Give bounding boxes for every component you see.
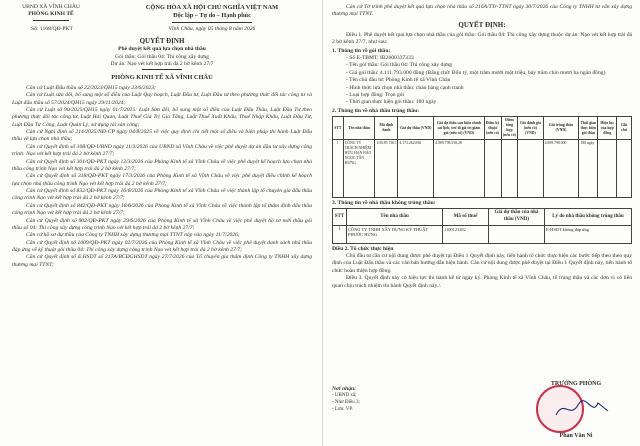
table-cell: [598, 140, 617, 198]
signature-block: [518, 383, 628, 443]
column-header: Lý do nhà thầu không trúng thầu: [545, 209, 632, 225]
recipients: [332, 386, 360, 413]
table-cell: CÔNG TY TNHH XÂY DỰNG KỸ THUẬT PHƯỚC HƯNG: [347, 225, 443, 243]
list-item: - Thời gian thực hiện gói thầu: 180 ngày: [346, 99, 437, 106]
column-header: Ghi chú: [617, 117, 632, 140]
table-cell: 4.173.262.836: [398, 140, 434, 198]
basis-paragraph: Căn cứ Quyết định số 842/QĐ-PKT ngày 18/6/2026 của Phòng Kinh tế xã Vĩnh Châu về việc thành lập tổ thẩm định đấu thầu công trình Nạo vét kết hợp trải đá 2 bờ kênh 27/7;: [12, 202, 312, 217]
signature-scribble: [552, 397, 612, 421]
column-header: Giá đánh giá (nếu có) (VND): [518, 117, 543, 140]
intro-paragraph: Căn cứ Tờ trình phê duyệt kết quả lựa chọn nhà thầu số 216A/TTr-TTNT ngày 30/7/2026 của Công ty TNHH tư vấn xây dựng thương mại TTNT.: [332, 4, 632, 18]
basis-paragraph: Căn cứ Luật sửa đổi, bổ sung một số điều của Luật Quy hoạch, Luật Đầu tư, Luật Đầu tư theo phương thức đối tác công tư và Luật đấu thầu số 57/2024/QH15 ngày 29/11/2024;: [12, 92, 312, 106]
column-header: Mã số thuế: [443, 209, 489, 225]
basis-paragraph: Căn cứ Quyết định số 832/QĐ-PKT ngày 16/6/2026 của Phòng Kinh tế xã Vĩnh Châu về việc thành lập tổ chuyên gia đấu thầu công trình Nạo vét kết hợp trải đá 2 bờ kênh 27/7;: [12, 188, 312, 202]
table-cell: [484, 140, 501, 198]
table-cell: 1: [333, 140, 344, 198]
table-cell: 1100123282: [443, 225, 489, 243]
column-header: STT: [333, 209, 347, 225]
table-cell: [501, 140, 518, 198]
basis-paragraph: Căn cứ Quyết định số E.HSDT số 217A/BCĐGHSDT ngày 27/7/2026 của Tổ chuyên gia thẩm định Công ty TNHH xây dựng thương mại TTNT;: [12, 254, 312, 268]
section-1-heading: 1. Thông tin về gói thầu:: [332, 47, 391, 54]
signer-name: Phan Văn Ni: [559, 433, 593, 439]
decision-title: QUYẾT ĐỊNH: [139, 37, 185, 46]
basis-paragraph: Căn cứ Luật Đấu thầu số 22/2023/QH15 ngày 23/6/2023;: [26, 84, 156, 91]
signer-title: TRƯỞNG PHÒNG: [550, 381, 602, 387]
table-row: [333, 140, 632, 198]
table-cell: 1: [333, 225, 347, 243]
table-cell: [489, 225, 545, 243]
basis-paragraph: Căn cứ Luật số 90/2025/QH15 ngày 01/7/2025: Luật Sửa đổi, bổ sung một số điều của Luật Đấu Thầu, Luật Đầu Tư theo phương thức đối tác công tư, Luật Hải Quan, Luật Thuế Giá Trị Gia Tăng, Luật Thuế Xuất Khẩu, Thuế Nhập Khẩu, Luật Đầu Tư, Luật Đầu Tư Công, Luật Quản Lý, sử dụng tài sản công;: [12, 106, 312, 128]
package-info-list: [332, 55, 632, 107]
list-item: - Tên chủ đầu tư: Phòng Kinh tế xã Vĩnh Châu: [346, 77, 451, 84]
nation-block: [112, 4, 312, 24]
column-header: Hiệu lực của hợp đồng: [598, 117, 617, 140]
recipient-item: - Lưu: VP.: [332, 406, 353, 412]
basis-paragraph: Căn cứ Quyết định số 301/QĐ-PKT ngày 12/3/2026 của Phòng Kinh tế xã Vĩnh Châu về việc phê duyệt kế hoạch lựa chọn nhà thầu công trình Nạo vét kết hợp trải đá 2 bờ kênh 27/7;: [12, 158, 312, 172]
recipients-title: Nơi nhận:: [332, 386, 356, 392]
basis-paragraph: Căn cứ Quyết định số 902/QĐ-PKT ngày 29/6/2026 của Phòng Kinh tế xã Vĩnh Châu về việc phê duyệt hồ sơ mời thầu gói thầu số 04: Thi công xây dựng công trình Nạo vét kết hợp trải đá 2 bờ kênh 27/7;: [12, 217, 312, 231]
authority: PHÒNG KINH TẾ XÃ VĨNH CHÂU: [111, 74, 213, 82]
winning-bidder-table: [332, 116, 632, 198]
column-header: Điểm tổng hợp (nếu có): [501, 117, 518, 140]
place-date: Vĩnh Châu, ngày 05 tháng 8 năm 2026: [168, 25, 256, 32]
basis-paragraph: Căn cứ Quyết định số 308/QĐ-UBND ngày 11/3/2026 của UBND xã Vĩnh Châu về việc phê duyệt dự án đầu tư xây dựng công trình: Nạo vét kết hợp trải đá 2 bờ kênh 27/7;: [12, 143, 312, 158]
doc-number: Số: 1168/QĐ-PKT: [31, 25, 73, 32]
basis-paragraph: Căn cứ Quyết định số 1009/QĐ-PKT ngày 02/7/2026 của Phòng Kinh tế xã Vĩnh Châu về việc phê duyệt danh sách nhà thầu đáp ứng về kỹ thuật gói thầu 04: Thi công xây dựng công trình Nạo vét kết hợp trải đá 2 bờ kênh 27/7;: [12, 239, 312, 254]
column-header: Giá dự thầu (VND): [398, 117, 434, 140]
article-2-text: Chủ đầu tư căn cứ nội dung được phê duyệt tại Điều 1 Quyết định này, tiến hành tổ chức thực hiện các bước tiếp theo theo quy định của Luật Đấu thầu và các văn bản hướng dẫn hiện hành. Căn cứ nội dung được phê duyệt tại Điều 1 Quyết định này, tiến hành tổ chức hoàn thiện hợp đồng.: [332, 253, 632, 274]
column-header: Mã định danh: [375, 117, 398, 140]
motto: Độc lập – Tự do – Hạnh phúc: [173, 12, 251, 20]
document-header: [12, 4, 312, 24]
agency-line2: PHÒNG KINH TẾ: [28, 11, 74, 18]
column-header: STT: [333, 117, 344, 140]
list-item: - Loại hợp đồng: Trọn gói: [346, 91, 405, 98]
nation-title: CỘNG HÒA XÃ HỘI CHỦ NGHĨA VIỆT NAM: [145, 4, 279, 11]
table-cell: 4.089.798.558,28: [434, 140, 485, 198]
table-header-row: [333, 209, 632, 225]
right-page: [322, 0, 640, 446]
decision-subject: Phê duyệt kết quả lựa chọn nhà thầu: [118, 46, 206, 53]
table-cell: [617, 140, 632, 198]
section-2-heading: 2. Thông tin về nhà thầu trúng thầu:: [332, 107, 420, 114]
agency-line1: UBND XÃ VĨNH CHÂU: [22, 4, 80, 10]
losing-bidder-table: [332, 208, 632, 243]
table-header-row: [333, 117, 632, 140]
column-header: Tên nhà thầu: [347, 209, 443, 225]
column-header: Giá trúng thầu (VND): [543, 117, 579, 140]
recipient-item: - UBND xã;: [332, 393, 357, 399]
package-line: Gói thầu: Gói thầu 04: Thi công xây dựng: [115, 53, 209, 60]
recipient-item: - Như Điều 3;: [332, 399, 360, 405]
table-cell: 4.089.798.000: [543, 140, 579, 198]
column-header: Giá dự thầu sau hiệu chỉnh sai lệch, trừ đi giá trị giảm giá (nếu có) (VND): [434, 117, 485, 140]
agency-block: [12, 4, 90, 24]
article-1: Điều 1. Phê duyệt kết quả lựa chọn nhà thầu của gói thầu: Gói thầu 04: Thi công xây dựng thuộc dự án: Nạo vét kết hợp trải đá 2 bờ kênh 27/7, như sau:: [332, 31, 632, 46]
table-cell: 110185 7561: [375, 140, 398, 198]
table-cell: [518, 140, 543, 198]
table-cell: CÔNG TY TRÁCH NHIỆM HỮU HẠN BẢO NGỌC TÂN HƯNG: [343, 140, 375, 198]
column-header: Tên nhà thầu: [343, 117, 375, 140]
decides-heading: QUYẾT ĐỊNH:: [458, 20, 506, 29]
basis-paragraph: Căn cứ Quyết định số 318/QĐ-PKT ngày 17/3/2026 của Phòng Kinh tế xã Vĩnh Châu về việc phê duyệt điều chỉnh kế hoạch lựa chọn nhà thầu công trình Nạo vét kết hợp trải đá 2 bờ kênh 27/7;: [12, 173, 312, 187]
project-line: Dự án: Nạo vét kết hợp trải đá 2 bờ kênh 27/7: [110, 61, 214, 67]
table-cell: 180 ngày: [579, 140, 598, 198]
column-header: Thời gian thực hiện gói thầu: [579, 117, 598, 140]
article-3: Điều 3. Quyết định này có hiệu lực thi hành kể từ ngày ký. Phòng Kinh tế xã Vĩnh Châu, tổ trúng thầu và các đơn vị có liên quan chịu trách nhiệm thi hành Quyết định này./.: [332, 275, 632, 289]
section-3-heading: 3. Thông tin về nhà thầu không trúng thầu:: [332, 200, 436, 207]
article-2-heading: Điều 2. Tổ chức thực hiện: [332, 245, 394, 252]
list-item: - Số E-TBMT: IB2600337333: [346, 55, 414, 62]
list-item: - Tên gói thầu: Gói thầu 04: Thi công xây dựng: [346, 62, 452, 69]
legal-bases: [12, 85, 312, 269]
table-row: [333, 225, 632, 243]
list-item: - Giá gói thầu: 4.111.793.000 đồng (Bằng chữ: Bốn tỷ, một trăm mười một triệu, bảy trăm chín mươi ba ngàn đồng): [346, 69, 606, 76]
basis-paragraph: Căn cứ Nghị định số 214/2025/NĐ-CP ngày 04/8/2025 về việc quy định chi tiết một số điều và biện pháp thi hành Luật Đấu thầu về lựa chọn nhà thầu;: [12, 129, 312, 143]
table-cell: E-HSDT không đáp ứng: [545, 225, 632, 243]
basis-paragraph: Căn cứ hồ sơ dự thầu của Công ty TNHH xây dựng thương mại TTNT nộp vào ngày 11/7/2026;: [26, 232, 240, 239]
list-item: - Hình thức lựa chọn nhà thầu: chào hàng cạnh tranh: [346, 84, 464, 91]
column-header: Giá dự thầu của nhà thầu (VND): [489, 209, 545, 225]
column-header: Điểm kỹ thuật (nếu có): [484, 117, 501, 140]
